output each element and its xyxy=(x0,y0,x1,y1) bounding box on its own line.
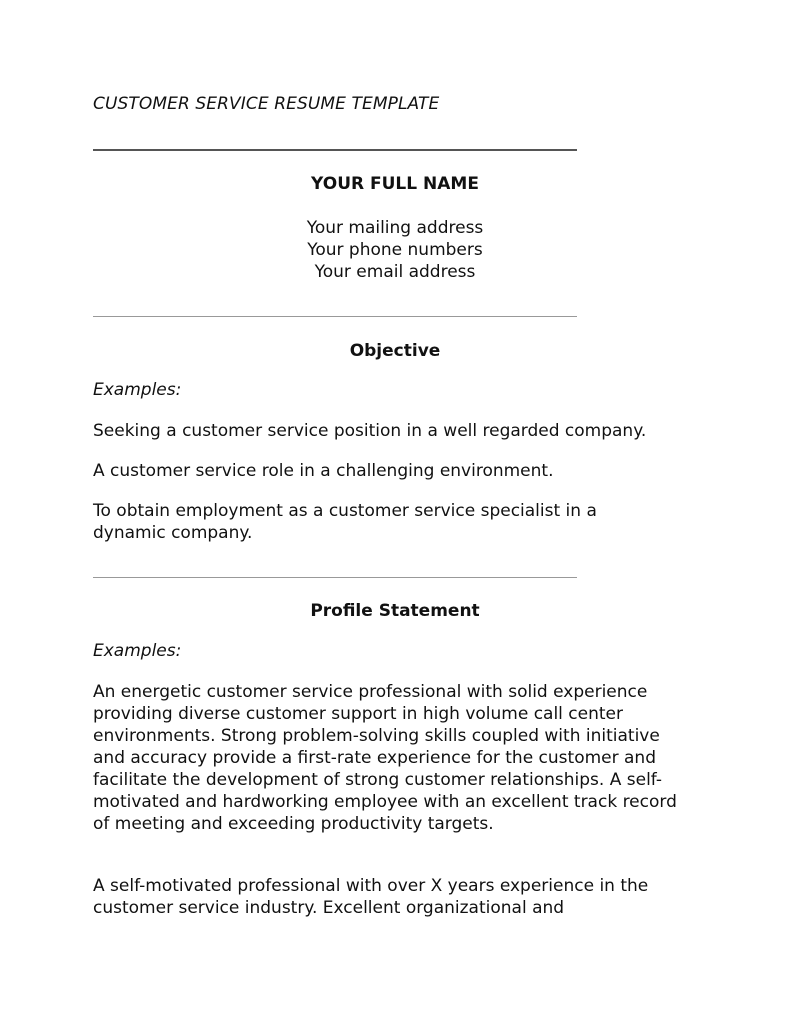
section-divider xyxy=(93,577,577,578)
section-heading-objective: Objective xyxy=(349,341,441,361)
title-divider xyxy=(93,149,577,151)
section-divider xyxy=(93,316,577,317)
profile-examples-label: Examples: xyxy=(93,641,182,661)
profile-example-1: An energetic customer service professional with solid experience providing diverse customer support in high volume call center environments. Strong problem-solving skills coupled with initiative and accuracy provide a first-rate experience for the customer and facilitate the development of strong customer relationships. A self-motivated and hardworking employee with an excellent track record of meeting and exceeding productivity targets. xyxy=(93,682,677,834)
section-heading-profile-statement: Profile Statement xyxy=(310,601,480,621)
phone-numbers: Your phone numbers xyxy=(307,240,483,260)
full-name: YOUR FULL NAME xyxy=(311,174,479,194)
mailing-address: Your mailing address xyxy=(306,218,484,238)
objective-example-2: A customer service role in a challenging environment. xyxy=(93,461,554,481)
email-address: Your email address xyxy=(314,262,476,282)
profile-example-2: A self-motivated professional with over X years experience in the customer service industry. Excellent organizational and xyxy=(93,876,649,918)
contact-block xyxy=(93,217,697,283)
document-title: CUSTOMER SERVICE RESUME TEMPLATE xyxy=(93,94,440,114)
objective-example-1: Seeking a customer service position in a well regarded company. xyxy=(93,421,647,441)
objective-example-3: To obtain employment as a customer service specialist in a dynamic company. xyxy=(93,501,597,543)
objective-examples-label: Examples: xyxy=(93,380,182,400)
